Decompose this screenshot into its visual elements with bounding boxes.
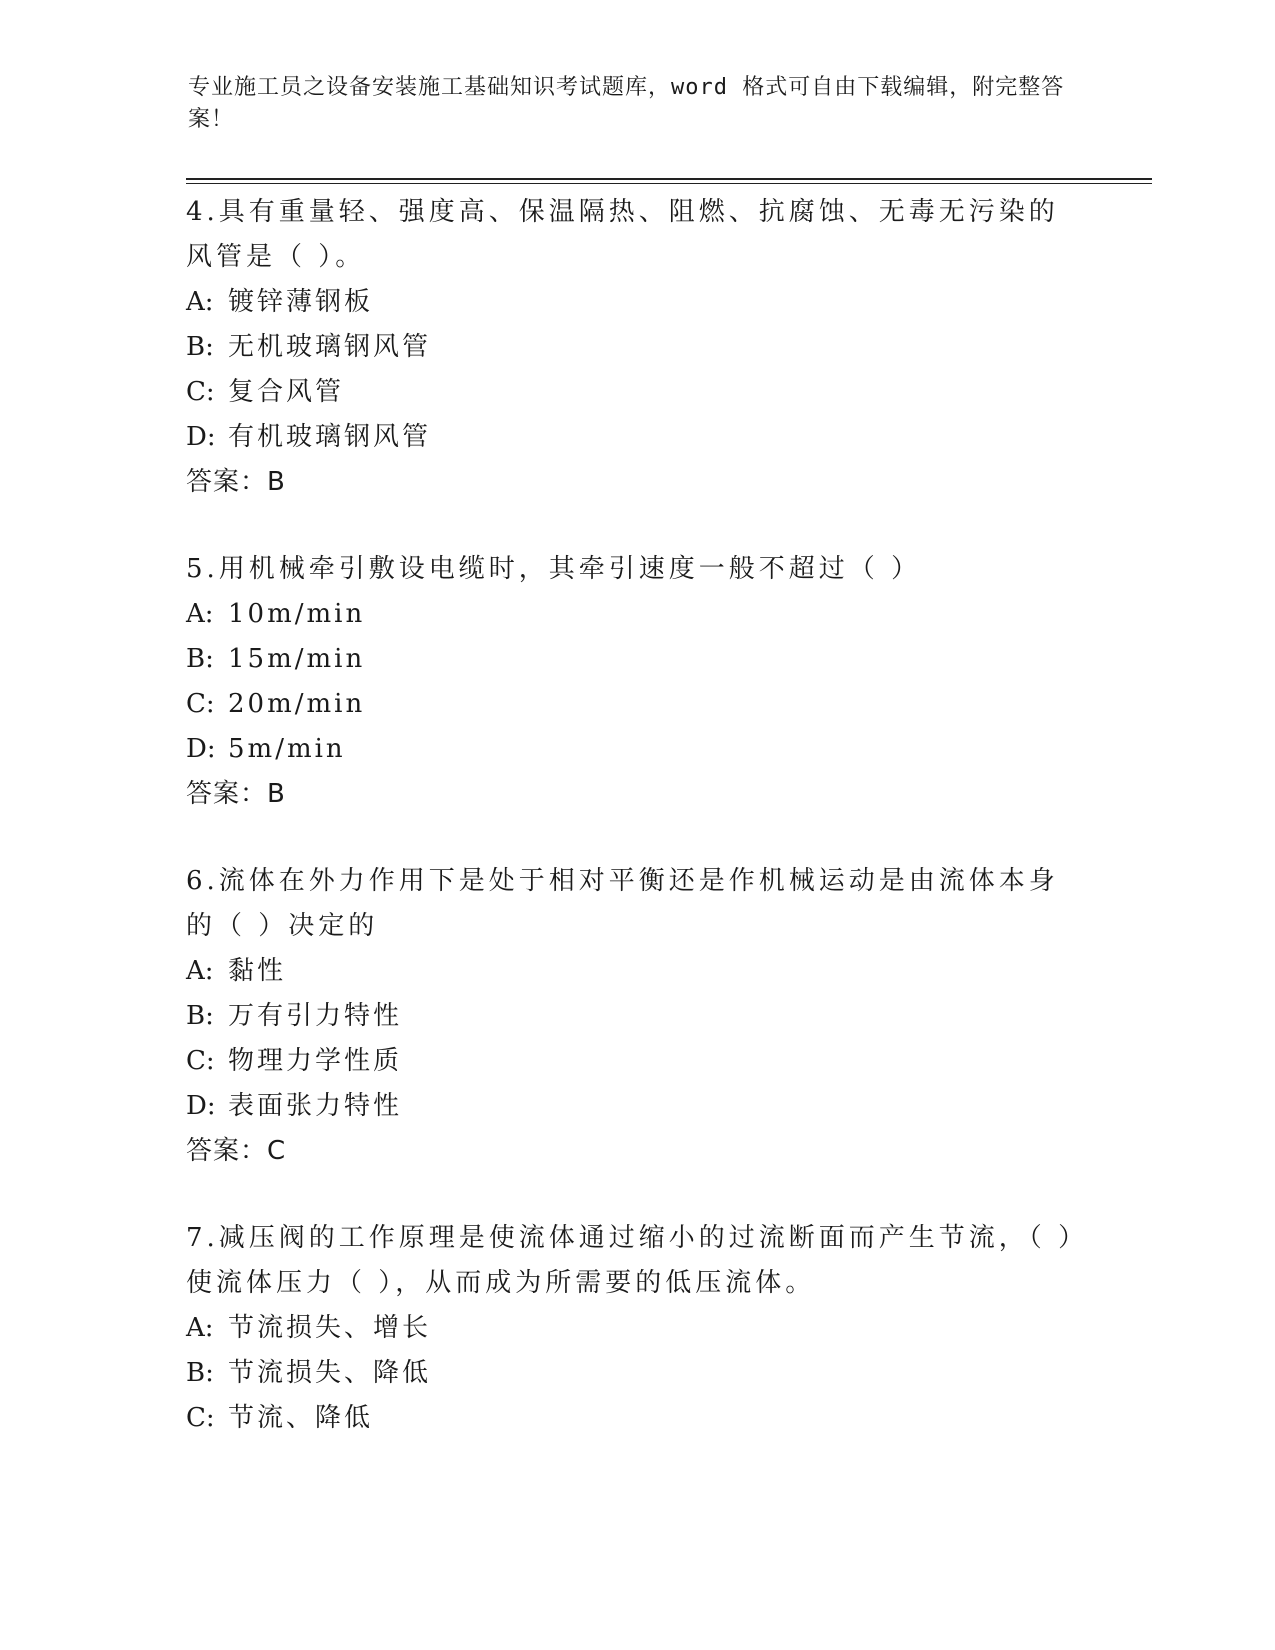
option-text: 5m/min (228, 734, 346, 764)
document-header: 专业施工员之设备安装施工基础知识考试题库，word 格式可自由下载编辑，附完整答案！ (188, 75, 1065, 132)
option-b (186, 325, 1086, 370)
option-letter: A: (186, 599, 214, 629)
option-c (186, 1039, 1086, 1084)
option-c (186, 1396, 1086, 1441)
question-4 (186, 190, 1086, 505)
question-stem: 7.减压阀的工作原理是使流体通过缩小的过流断面而产生节流，（ ）使流体压力（ ），从而成为所需要的低压流体。 (186, 1223, 1076, 1298)
option-letter: C: (186, 377, 215, 407)
header-divider-thick (186, 178, 1152, 180)
option-letter: D: (186, 422, 216, 452)
answer-line: 答案：C (186, 1136, 287, 1166)
option-text: 有机玻璃钢风管 (228, 422, 432, 452)
question-stem: 5.用机械牵引敷设电缆时，其牵引速度一般不超过（ ） (186, 554, 922, 584)
option-letter: B: (186, 332, 214, 362)
question-stem: 4.具有重量轻、强度高、保温隔热、阻燃、抗腐蚀、无毒无污染的风管是（ ）。 (186, 197, 1059, 272)
option-letter: D: (186, 1091, 216, 1121)
question-6 (186, 859, 1086, 1174)
option-letter: B: (186, 1001, 214, 1031)
option-letter: D: (186, 734, 216, 764)
header-divider-thin (186, 183, 1152, 184)
option-text: 物理力学性质 (228, 1046, 403, 1076)
option-a (186, 280, 1086, 325)
option-c (186, 370, 1086, 415)
option-text: 节流损失、增长 (228, 1313, 432, 1343)
option-text: 15m/min (228, 644, 366, 674)
option-d (186, 415, 1086, 460)
option-text: 表面张力特性 (228, 1091, 403, 1121)
option-text: 镀锌薄钢板 (228, 287, 374, 317)
question-stem: 6.流体在外力作用下是处于相对平衡还是作机械运动是由流体本身的（ ）决定的 (186, 866, 1059, 941)
option-a (186, 949, 1086, 994)
option-b (186, 637, 1086, 682)
option-text: 节流损失、降低 (228, 1358, 432, 1388)
question-7 (186, 1216, 1086, 1441)
option-text: 万有引力特性 (228, 1001, 403, 1031)
option-a (186, 592, 1086, 637)
answer-line: 答案：B (186, 779, 286, 809)
question-5 (186, 547, 1086, 817)
option-letter: A: (186, 1313, 214, 1343)
question-list (186, 190, 1086, 1483)
option-letter: C: (186, 1046, 215, 1076)
option-d (186, 1084, 1086, 1129)
option-letter: C: (186, 1403, 215, 1433)
option-letter: C: (186, 689, 215, 719)
option-text: 黏性 (228, 956, 287, 986)
option-text: 20m/min (228, 689, 366, 719)
option-text: 复合风管 (228, 377, 345, 407)
option-text: 10m/min (228, 599, 366, 629)
option-d (186, 727, 1086, 772)
option-text: 无机玻璃钢风管 (228, 332, 432, 362)
option-letter: A: (186, 287, 214, 317)
option-a (186, 1306, 1086, 1351)
option-letter: A: (186, 956, 214, 986)
option-letter: B: (186, 1358, 214, 1388)
option-text: 节流、降低 (228, 1403, 374, 1433)
option-b (186, 1351, 1086, 1396)
answer-line: 答案：B (186, 467, 286, 497)
option-c (186, 682, 1086, 727)
option-letter: B: (186, 644, 214, 674)
option-b (186, 994, 1086, 1039)
